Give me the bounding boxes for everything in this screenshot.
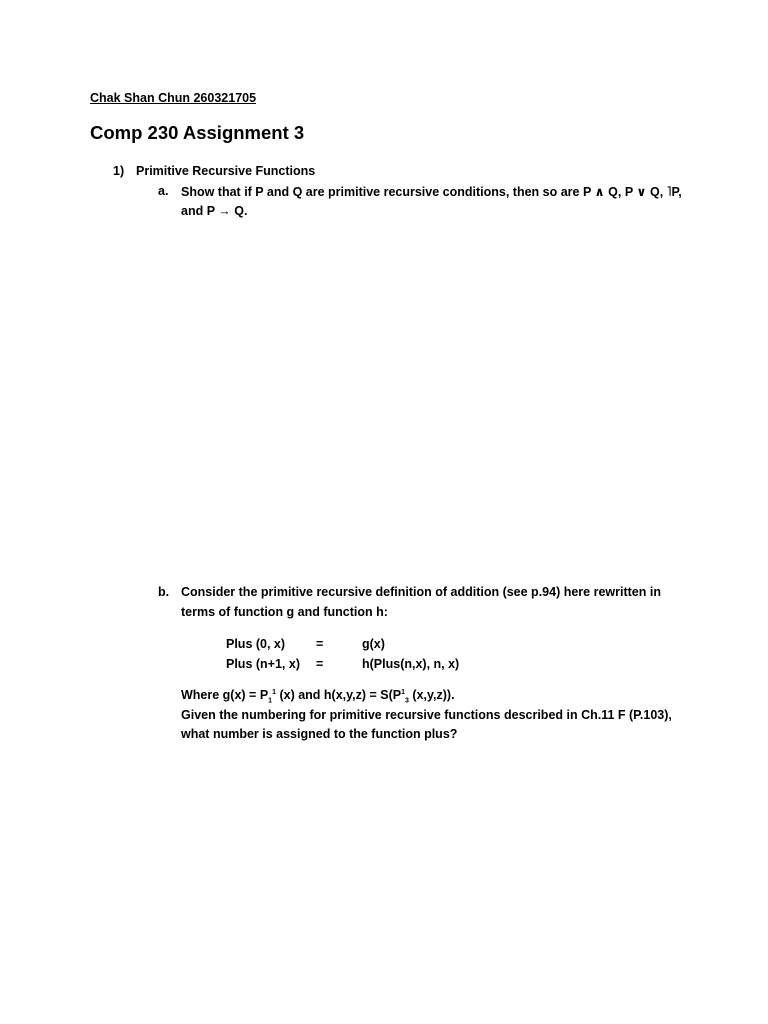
part-a-text-line2: and P → Q.	[181, 204, 248, 218]
where-text-part3: (x,y,z)).	[408, 688, 455, 702]
definition-lhs: Plus (0, x)	[226, 637, 286, 651]
definition-rhs: h(Plus(n,x), n, x)	[362, 657, 460, 671]
where-text-part2: (x) and h(x,y,z) = S(P	[275, 688, 402, 702]
part-a-letter: a.	[158, 184, 169, 198]
part-b-text-line4: what number is assigned to the function plus?	[181, 727, 458, 741]
definition-rhs: g(x)	[362, 637, 385, 651]
where-sup-1: 1	[272, 688, 276, 696]
author-line: Chak Shan Chun 260321705	[90, 91, 257, 105]
where-text-part1: Where g(x) = P	[181, 688, 269, 702]
where-sup-2: 1	[401, 688, 406, 696]
part-b-text-line1: Consider the primitive recursive definition of addition (see p.94) here rewritten in	[181, 585, 661, 599]
question-number: 1)	[113, 164, 125, 178]
part-a-text-line1: Show that if P and Q are primitive recursive conditions, then so are P ∧ Q, P ∨ Q, ˥P,	[181, 185, 682, 199]
part-b-text-line3: Given the numbering for primitive recursive functions described in Ch.11 F (P.103),	[181, 708, 672, 722]
where-clause	[181, 688, 455, 705]
definition-equals: =	[316, 657, 324, 671]
part-b-letter: b.	[158, 585, 170, 599]
question-title: Primitive Recursive Functions	[136, 164, 316, 178]
part-b-text-line2: terms of function g and function h:	[181, 605, 388, 619]
where-sub-2: 3	[405, 697, 409, 705]
where-sub-1: 1	[268, 697, 273, 705]
definition-lhs: Plus (n+1, x)	[226, 657, 300, 671]
document-title: Comp 230 Assignment 3	[90, 122, 305, 143]
definition-equals: =	[316, 637, 324, 651]
